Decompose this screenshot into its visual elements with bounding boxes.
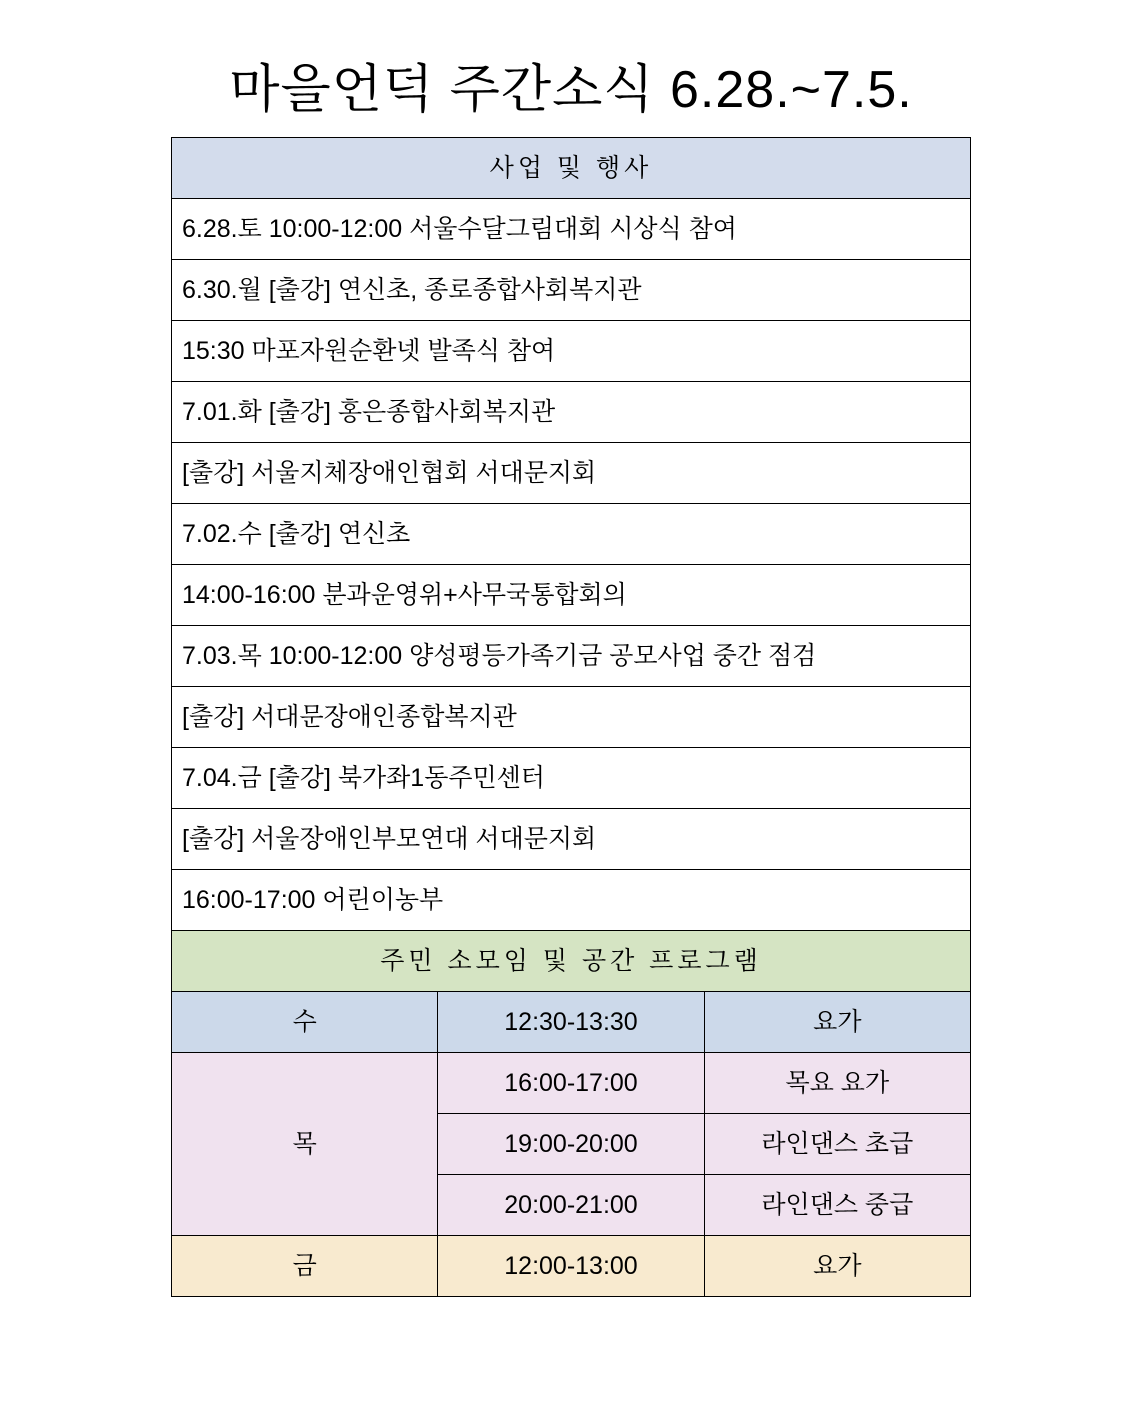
program-time: 12:30-13:30 xyxy=(438,992,704,1053)
program-name: 라인댄스 중급 xyxy=(704,1175,970,1236)
event-item: 14:00-16:00 분과운영위+사무국통합회의 xyxy=(172,565,971,626)
programs-section-header-row xyxy=(172,931,971,992)
table-row xyxy=(172,260,971,321)
table-row xyxy=(172,1053,971,1114)
program-time: 16:00-17:00 xyxy=(438,1053,704,1114)
program-name: 요가 xyxy=(704,1236,970,1297)
program-time: 12:00-13:00 xyxy=(438,1236,704,1297)
table-row xyxy=(172,748,971,809)
program-time: 20:00-21:00 xyxy=(438,1175,704,1236)
table-row xyxy=(172,992,971,1053)
event-item: 7.02.수 [출강] 연신초 xyxy=(172,504,971,565)
event-item: 7.03.목 10:00-12:00 양성평등가족기금 공모사업 중간 점검 xyxy=(172,626,971,687)
table-row xyxy=(172,504,971,565)
table-row xyxy=(172,626,971,687)
events-section-heading: 사업 및 행사 xyxy=(172,138,971,199)
program-day: 수 xyxy=(172,992,438,1053)
table-row xyxy=(172,565,971,626)
program-name: 목요 요가 xyxy=(704,1053,970,1114)
event-item: [출강] 서울지체장애인협회 서대문지회 xyxy=(172,443,971,504)
event-item: [출강] 서대문장애인종합복지관 xyxy=(172,687,971,748)
program-name: 요가 xyxy=(704,992,970,1053)
schedule-table-wrapper xyxy=(171,137,971,1297)
page-title: 마을언덕 주간소식 6.28.~7.5. xyxy=(229,61,913,119)
event-item: [출강] 서울장애인부모연대 서대문지회 xyxy=(172,809,971,870)
event-item: 6.30.월 [출강] 연신초, 종로종합사회복지관 xyxy=(172,260,971,321)
event-item: 6.28.토 10:00-12:00 서울수달그림대회 시상식 참여 xyxy=(172,199,971,260)
table-row xyxy=(172,382,971,443)
table-row xyxy=(172,443,971,504)
program-day: 금 xyxy=(172,1236,438,1297)
table-row xyxy=(172,321,971,382)
table-row xyxy=(172,870,971,931)
table-row xyxy=(172,687,971,748)
program-time: 19:00-20:00 xyxy=(438,1114,704,1175)
table-row xyxy=(172,1236,971,1297)
program-name: 라인댄스 초급 xyxy=(704,1114,970,1175)
schedule-table xyxy=(171,137,971,1297)
event-item: 7.01.화 [출강] 홍은종합사회복지관 xyxy=(172,382,971,443)
table-row xyxy=(172,199,971,260)
event-item: 15:30 마포자원순환넷 발족식 참여 xyxy=(172,321,971,382)
event-item: 7.04.금 [출강] 북가좌1동주민센터 xyxy=(172,748,971,809)
table-row xyxy=(172,809,971,870)
programs-section-heading: 주민 소모임 및 공간 프로그램 xyxy=(172,931,971,992)
event-item: 16:00-17:00 어린이농부 xyxy=(172,870,971,931)
program-day: 목 xyxy=(172,1053,438,1236)
events-section-header-row xyxy=(172,138,971,199)
